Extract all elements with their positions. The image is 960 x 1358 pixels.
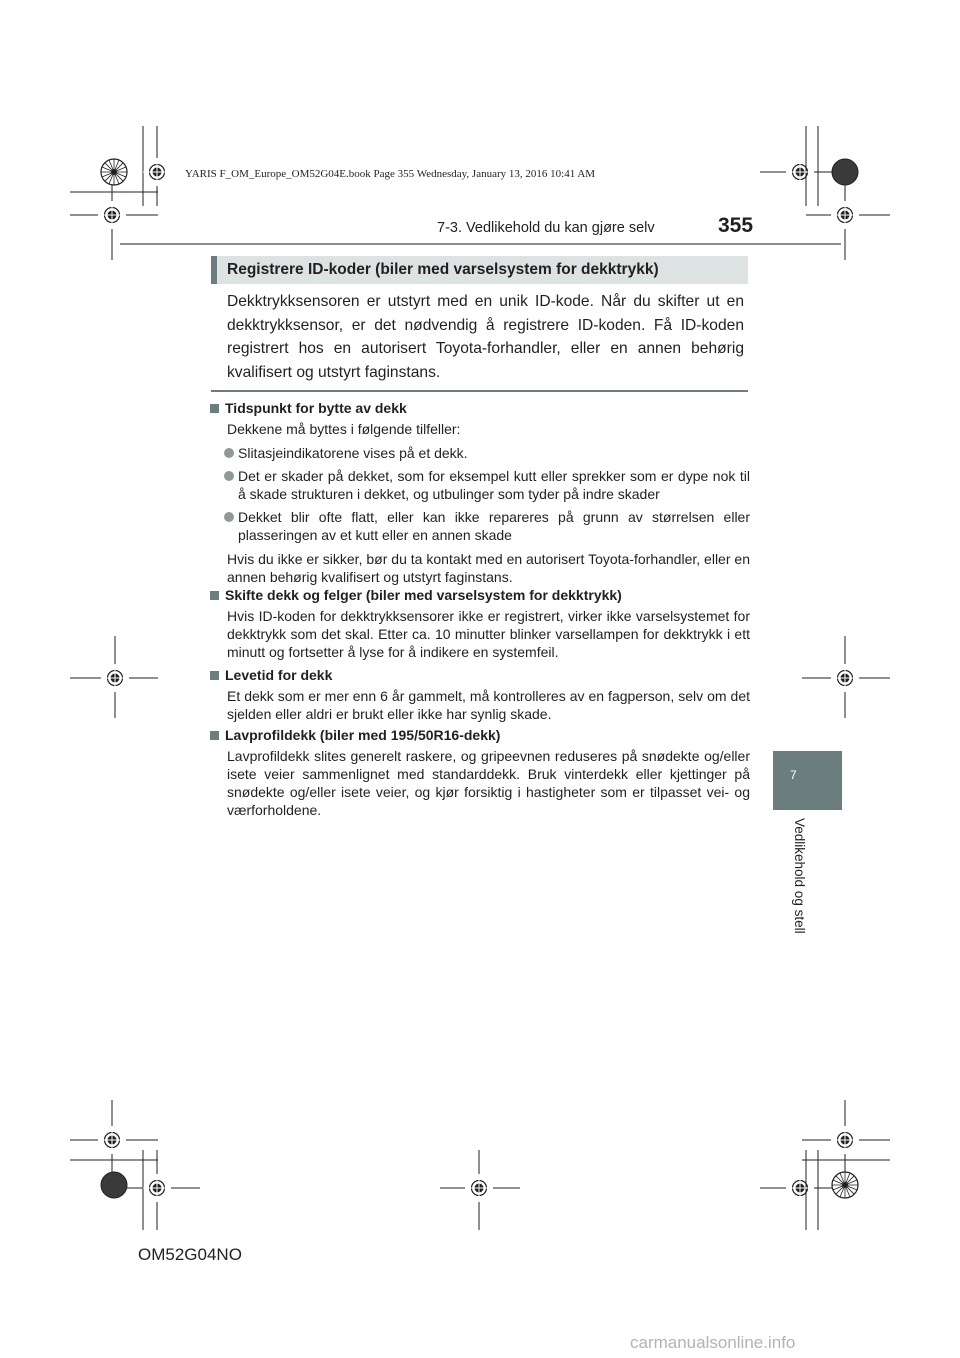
paragraph: Lavprofildekk slites generelt raskere, og gripeevnen reduseres på snødekte og/eller isete veier sammenlignet med standarddekk. Bruk vinterdekk eller kjettinger på snødekte og/eller isete veier, og kjør forsiktig i hastigheter som er tilpasset vei- og værforholdene. [227, 748, 750, 818]
section-heading: Registrere ID-koder (biler med varselsystem for dekktrykk) [227, 261, 659, 278]
header-rule [120, 243, 841, 245]
section-heading-bar [211, 256, 217, 284]
round-bullet-icon [224, 471, 234, 481]
subheading-text: Lavprofildekk (biler med 195/50R16-dekk) [225, 727, 501, 743]
subheading-text: Skifte dekk og felger (biler med varselsystem for dekktrykk) [225, 587, 622, 603]
manual-code: OM52G04NO [138, 1245, 242, 1264]
subheading-text: Levetid for dekk [225, 667, 333, 683]
paragraph: Et dekk som er mer enn 6 år gammelt, må kontrolleres av en fagperson, selv om det sjelden eller aldri er brukt eller ikke har synlig skade. [227, 688, 750, 722]
paragraph: Hvis ID-koden for dekktrykksensorer ikke er registrert, virker ikke varselsystemet for dekktrykk som det skal. Etter ca. 10 minutter blinker varsellampen for dekktrykk i ett minutt og fortsetter å lyse for å indikere en systemfeil. [227, 608, 750, 660]
section-heading-box [211, 256, 748, 284]
section-tire-rim-change [210, 586, 750, 661]
section-tire-lifetime [210, 666, 750, 723]
watermark: carmanualsonline.info [630, 1333, 796, 1352]
subheading [210, 726, 750, 744]
round-bullet-icon [224, 448, 234, 458]
chapter-name-text: Vedlikehold og stell [792, 818, 807, 934]
chapter-name [792, 818, 806, 958]
intro-paragraph: Dekktrykksensoren er utstyrt med en unik ID-kode. Når du skifter ut en dekktrykksensor, er det nødvendig å registrere ID-koden. Få ID-koden registrert hos en autorisert Toyota-forhandler, eller en annen behørig kvalifisert og utstyrt faginstans. [227, 293, 744, 381]
subheading [210, 399, 750, 417]
list-item [210, 467, 750, 503]
intro-rule [211, 390, 748, 392]
square-bullet-icon [210, 671, 219, 680]
chapter-number: 7 [790, 768, 797, 782]
page-number: 355 [718, 214, 754, 237]
subheading-text: Tidspunkt for bytte av dekk [225, 400, 407, 416]
section-low-profile-tires [210, 726, 750, 819]
chapter-tab [773, 751, 842, 810]
list-item [210, 444, 750, 462]
list-item [210, 508, 750, 544]
subheading [210, 666, 750, 684]
section-title: 7-3. Vedlikehold du kan gjøre selv [437, 220, 655, 236]
list-item-text: Dekket blir ofte flatt, eller kan ikke repareres på grunn av størrelsen eller plasseringen av et kutt eller en annen skade [238, 509, 750, 543]
square-bullet-icon [210, 731, 219, 740]
square-bullet-icon [210, 591, 219, 600]
paragraph: Hvis du ikke er sikker, bør du ta kontakt med en autorisert Toyota-forhandler, eller en annen behørig kvalifisert og utstyrt faginstans. [227, 551, 750, 585]
square-bullet-icon [210, 404, 219, 413]
list-item-text: Slitasjeindikatorene vises på et dekk. [238, 445, 468, 461]
paragraph: Dekkene må byttes i følgende tilfeller: [227, 421, 461, 437]
subheading [210, 586, 750, 604]
round-bullet-icon [224, 512, 234, 522]
list-item-text: Det er skader på dekket, som for eksempel kutt eller sprekker som er dype nok til å skade strukturen i dekket, og utbulinger som tyder på indre skader [238, 468, 750, 502]
section-tire-replacement [210, 399, 750, 586]
book-info-line: YARIS F_OM_Europe_OM52G04E.book Page 355 Wednesday, January 13, 2016 10:41 AM [185, 168, 596, 180]
